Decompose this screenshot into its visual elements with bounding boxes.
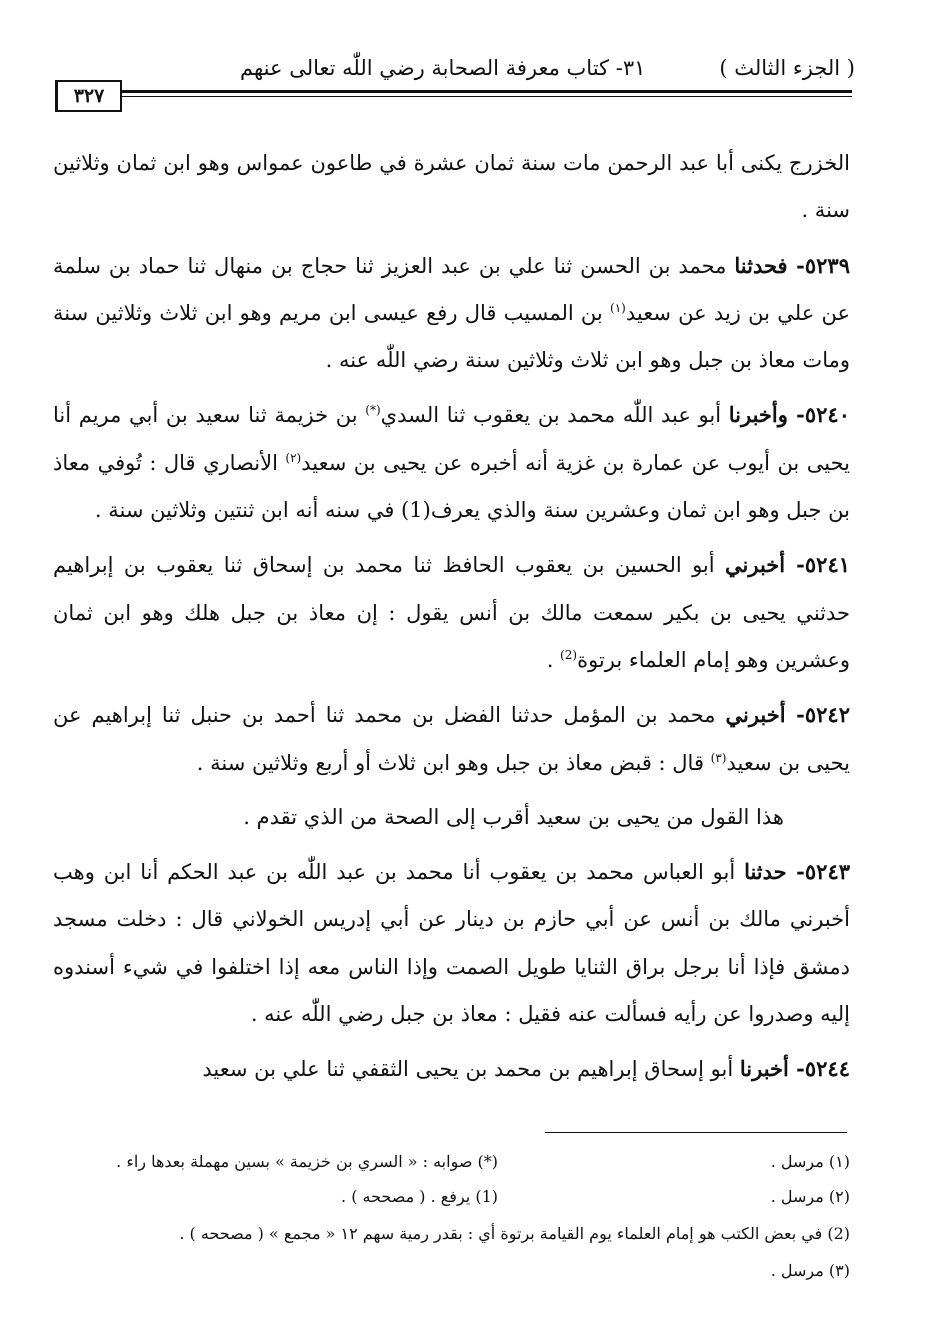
header-rule-thick — [120, 90, 852, 93]
footnote: (*) صوابه : « السري بن خزيمة » بسين مهملة بعدها راء . — [116, 1152, 498, 1171]
hadith-keyword: أخبرنا — [739, 1056, 789, 1082]
hadith-number: ٥٢٣٩- — [787, 252, 850, 278]
paragraph — [53, 848, 850, 1038]
paragraph-text: أبو إسحاق إبراهيم بن محمد بن يحيى الثقفي ثنا علي بن سعيد — [202, 1057, 740, 1082]
paragraph-text: . — [546, 647, 561, 672]
hadith-keyword: أخبرني — [725, 702, 786, 728]
paragraph-text: محمد بن المؤمل حدثنا الفضل بن محمد ثنا أحمد بن حنبل ثنا إبراهيم عن يحيى بن سعيد — [53, 703, 850, 775]
paragraph — [53, 242, 850, 385]
page-number: ٣٢٧ — [55, 80, 122, 112]
footnote-ref: (٣) — [710, 750, 727, 765]
paragraph-text: محمد بن الحسن ثنا علي بن عبد العزيز ثنا حجاج بن منهال ثنا حماد بن سلمة عن علي بن زيد عن سعيد — [53, 253, 850, 325]
footnote-ref: (2) — [560, 647, 578, 662]
header-title: ٣١- كتاب معرفة الصحابة رضي اللّٰه تعالى عنهم — [240, 56, 646, 80]
footnote: (1) يرفع . ( مصححه ) . — [341, 1187, 498, 1206]
main-text — [53, 140, 850, 1101]
hadith-keyword: وأخبرنا — [728, 402, 788, 428]
footnote: (٢) مرسل . — [770, 1187, 850, 1206]
paragraph-text: الأنصاري قال : تُوفي معاذ بن جبل وهو ابن ثمان وعشرين سنة والذي يعرف(1) في سنه أنه ابن ثنتين وثلاثين سنة . — [53, 450, 850, 523]
hadith-keyword: أخبرني — [725, 552, 786, 578]
paragraph-text: بن خزيمة ثنا سعيد بن أبي مريم أنا يحيى بن أيوب عن عمارة بن غزية أنه أخبره عن يحيى بن سعيد — [53, 403, 850, 475]
header-volume: ( الجزء الثالث ) — [719, 56, 855, 80]
paragraph-text: الخزرج يكنى أبا عبد الرحمن مات سنة ثمان عشرة في طاعون عمواس وهو ابن ثمان وثلاثين سنة . — [53, 151, 850, 223]
paragraph — [53, 794, 850, 841]
paragraph — [53, 691, 850, 787]
hadith-number: ٥٢٤٢- — [785, 702, 850, 728]
hadith-number: ٥٢٤٤- — [788, 1056, 850, 1082]
footnote-ref: (١) — [610, 300, 626, 315]
paragraph-text: بن المسيب قال رفع عيسى ابن مريم وهو ابن ثلاث وثلاثين سنة ومات معاذ بن جبل وهو ابن ثلاث وثلاثين سنة رضي اللّٰه عنه . — [53, 300, 850, 373]
hadith-keyword: فحدثنا — [734, 252, 788, 278]
footnote: (٣) مرسل . — [770, 1261, 850, 1280]
footnote-separator — [545, 1132, 847, 1133]
paragraph — [53, 1045, 850, 1093]
footnote: (2) في بعض الكتب هو إمام العلماء يوم القيامة برتوة أي : بقدر رمية سهم ١٢ « مجمع » ( مصححه ) . — [179, 1224, 850, 1243]
paragraph-text: أبو الحسين بن يعقوب الحافظ ثنا محمد بن إسحاق ثنا يعقوب بن إبراهيم حدثني يحيى بن بكير سمعت مالك بن أنس يقول : إن معاذ بن جبل هلك وهو ابن ثمان وعشرين وهو إمام العلماء برتوة — [53, 553, 850, 672]
hadith-number: ٥٢٤١- — [785, 552, 851, 578]
paragraph-text: أبو عبد اللّٰه محمد بن يعقوب ثنا السدي — [380, 403, 729, 428]
paragraph-text: قال : قبض معاذ بن جبل وهو ابن ثلاث أو أربع وثلاثين سنة . — [196, 750, 711, 775]
footnote-ref: (*) — [365, 403, 381, 418]
header-rule-thin — [120, 96, 852, 97]
paragraph-text: أبو العباس محمد بن يعقوب أنا محمد بن عبد اللّٰه بن عبد الحكم أنا ابن وهب أخبرني مالك بن أنس عن أبي حازم بن دينار عن أبي إدريس الخولاني قال : دخلت مسجد دمشق فإذا أنا برجل براق الثنايا طويل الصمت وإذا الناس معه إذا اختلفوا في شيء أسندوه إليه وصدروا عن رأيه فسألت عنه فقيل : معاذ بن جبل رضي اللّٰه عنه . — [53, 860, 850, 1027]
hadith-keyword: حدثنا — [744, 859, 787, 885]
paragraph-text: هذا القول من يحيى بن سعيد أقرب إلى الصحة من الذي تقدم . — [243, 804, 784, 829]
hadith-number: ٥٢٤٣- — [786, 859, 851, 885]
paragraph — [53, 391, 850, 534]
footnote-ref: (٢) — [285, 450, 302, 465]
footnote: (١) مرسل . — [770, 1152, 850, 1171]
hadith-number: ٥٢٤٠- — [787, 402, 850, 428]
paragraph — [53, 140, 850, 235]
paragraph — [53, 541, 850, 684]
